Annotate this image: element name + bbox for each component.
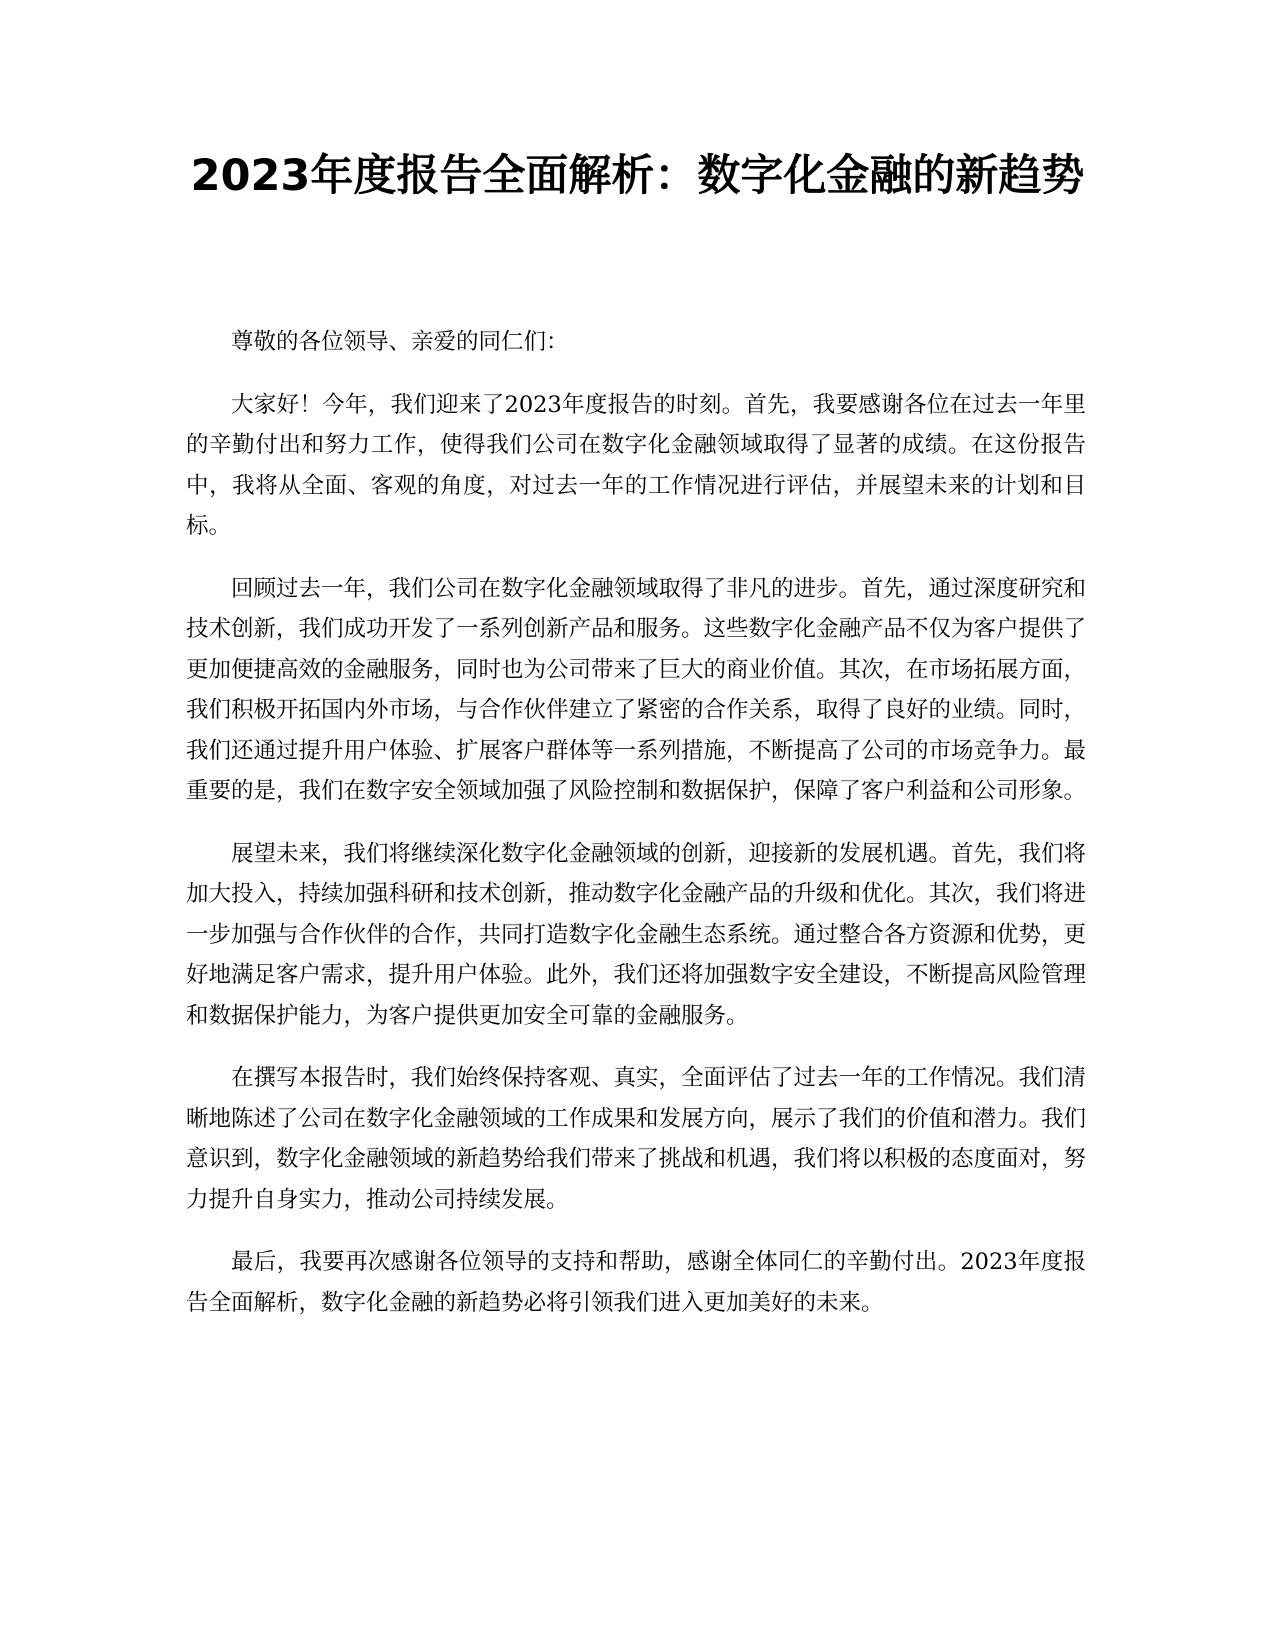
body-paragraph: 在撰写本报告时，我们始终保持客观、真实，全面评估了过去一年的工作情况。我们清晰地陈述了公司在数字化金融领域的工作成果和发展方向，展示了我们的价值和潜力。我们意识到，数字化金融领域的新趋势给我们带来了挑战和机遇，我们将以积极的态度面对，努力提升自身实力，推动公司持续发展。 <box>186 1065 1087 1213</box>
closing-paragraph: 最后，我要再次感谢各位领导的支持和帮助，感谢全体同仁的辛勤付出。2023年度报告全面解析，数字化金融的新趋势必将引领我们进入更加美好的未来。 <box>186 1249 1086 1316</box>
body-paragraph: 大家好！今年，我们迎来了2023年度报告的时刻。首先，我要感谢各位在过去一年里的辛勤付出和努力工作，使得我们公司在数字化金融领域取得了显著的成绩。在这份报告中，我将从全面、客观的角度，对过去一年的工作情况进行评估，并展望未来的计划和目标。 <box>186 391 1086 539</box>
greeting-paragraph: 尊敬的各位领导、亲爱的同仁们： <box>231 329 569 355</box>
document-title: 2023年度报告全面解析：数字化金融的新趋势 <box>190 151 1085 201</box>
document-body <box>186 322 1086 1345</box>
body-paragraph: 展望未来，我们将继续深化数字化金融领域的创新，迎接新的发展机遇。首先，我们将加大投入，持续加强科研和技术创新，推动数字化金融产品的升级和优化。其次，我们将进一步加强与合作伙伴的合作，共同打造数字化金融生态系统。通过整合各方资源和优势，更好地满足客户需求，提升用户体验。此外，我们还将加强数字安全建设，不断提高风险管理和数据保护能力，为客户提供更加安全可靠的金融服务。 <box>186 840 1087 1029</box>
body-paragraph: 回顾过去一年，我们公司在数字化金融领域取得了非凡的进步。首先，通过深度研究和技术创新，我们成功开发了一系列创新产品和服务。这些数字化金融产品不仅为客户提供了更加便捷高效的金融服务，同时也为公司带来了巨大的商业价值。其次，在市场拓展方面，我们积极开拓国内外市场，与合作伙伴建立了紧密的合作关系，取得了良好的业绩。同时，我们还通过提升用户体验、扩展客户群体等一系列措施，不断提高了公司的市场竞争力。最重要的是，我们在数字安全领域加强了风险控制和数据保护，保障了客户利益和公司形象。 <box>186 575 1087 804</box>
